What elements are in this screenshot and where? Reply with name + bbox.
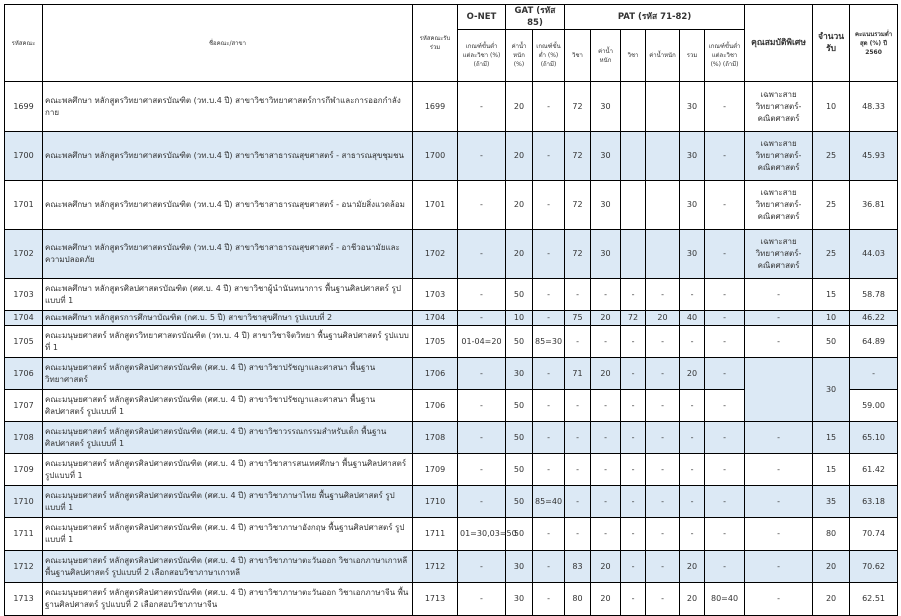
cell-special: - (745, 279, 813, 311)
header-pat-weight-1: ค่าน้ำหนัก (591, 30, 621, 82)
table-row (5, 551, 898, 583)
cell-min-score: 65.10 (850, 422, 898, 454)
cell-gat-min: - (533, 358, 565, 390)
cell-joint-code: 1704 (413, 311, 458, 326)
cell-name: คณะมนุษยศาสตร์ หลักสูตรวิทยาศาสตรบัณฑิต (วท.บ. 4 ปี) สาขาวิชาจิตวิทยา พื้นฐานศิลปศาสตร์ รูปแบบที่ 1 (43, 326, 413, 358)
cell-gat-weight: 20 (506, 230, 533, 279)
cell-pat-weight-2: - (646, 422, 680, 454)
cell-gat-min: - (533, 279, 565, 311)
cell-name: คณะมนุษยศาสตร์ หลักสูตรศิลปศาสตรบัณฑิต (ศศ.บ. 4 ปี) สาขาวิชาภาษาตะวันออก วิชาเอกภาษาจีน พื้นฐานศิลปศาสตร์ รูปแบบที่ 2 เลือกสอบวิชาภาษาจีน (43, 583, 413, 616)
cell-name: คณะมนุษยศาสตร์ หลักสูตรศิลปศาสตรบัณฑิต (ศศ.บ. 4 ปี) สาขาวิชาวรรณกรรมสำหรับเด็ก พื้นฐานศิลปศาสตร์ รูปแบบที่ 1 (43, 422, 413, 454)
cell-special: - (745, 454, 813, 486)
cell-code: 1702 (5, 230, 43, 279)
cell-code: 1709 (5, 454, 43, 486)
cell-pat-weight-2: - (646, 454, 680, 486)
cell-code: 1706 (5, 358, 43, 390)
cell-pat-subject-2: - (621, 326, 646, 358)
cell-pat-subject-2: - (621, 551, 646, 583)
cell-onet-min: - (458, 279, 506, 311)
cell-pat-weight-2 (646, 82, 680, 132)
cell-quota: 25 (813, 132, 850, 181)
cell-special: เฉพาะสายวิทยาศาสตร์-คณิตศาสตร์ (745, 230, 813, 279)
cell-min-score: 64.89 (850, 326, 898, 358)
header-onet: O-NET (458, 5, 506, 30)
cell-special: เฉพาะสายวิทยาศาสตร์-คณิตศาสตร์ (745, 181, 813, 230)
cell-onet-min: - (458, 311, 506, 326)
cell-joint-code: 1712 (413, 551, 458, 583)
header-pat: PAT (รหัส 71-82) (565, 5, 745, 30)
cell-name: คณะพลศึกษา หลักสูตรวิทยาศาสตรบัณฑิต (วท.บ.4 ปี) สาขาวิชาสาธารณสุขศาสตร์ - อาชีวอนามัยและความปลอดภัย (43, 230, 413, 279)
cell-gat-weight: 20 (506, 181, 533, 230)
cell-name: คณะพลศึกษา หลักสูตรวิทยาศาสตรบัณฑิต (วท.บ.4 ปี) สาขาวิชาสาธารณสุขศาสตร์ - อนามัยสิ่งแวดล้อม (43, 181, 413, 230)
cell-code: 1700 (5, 132, 43, 181)
cell-special: - (745, 518, 813, 551)
cell-quota: 15 (813, 454, 850, 486)
cell-pat-min: - (705, 230, 745, 279)
header-row-top (5, 5, 898, 30)
cell-pat-weight-1: 20 (591, 551, 621, 583)
cell-pat-weight-2: - (646, 486, 680, 518)
cell-quota: 20 (813, 583, 850, 616)
cell-onet-min: - (458, 390, 506, 422)
cell-pat-min: - (705, 486, 745, 518)
cell-pat-total: - (680, 279, 705, 311)
cell-pat-min: - (705, 422, 745, 454)
admission-table (4, 4, 898, 616)
cell-joint-code: 1700 (413, 132, 458, 181)
cell-pat-subject-1: - (565, 422, 591, 454)
cell-joint-code: 1708 (413, 422, 458, 454)
cell-pat-total: - (680, 518, 705, 551)
cell-name: คณะมนุษยศาสตร์ หลักสูตรศิลปศาสตรบัณฑิต (ศศ.บ. 4 ปี) สาขาวิชาปรัชญาและศาสนา พื้นฐานวิทยาศาสตร์ (43, 358, 413, 390)
cell-code: 1704 (5, 311, 43, 326)
cell-quota: 50 (813, 326, 850, 358)
table-row (5, 583, 898, 616)
cell-joint-code: 1703 (413, 279, 458, 311)
table-row (5, 422, 898, 454)
cell-name: คณะมนุษยศาสตร์ หลักสูตรศิลปศาสตรบัณฑิต (ศศ.บ. 4 ปี) สาขาวิชาสารสนเทศศึกษา พื้นฐานศิลปศาสตร์ รูปแบบที่ 1 (43, 454, 413, 486)
cell-pat-weight-2: - (646, 279, 680, 311)
cell-pat-total: 40 (680, 311, 705, 326)
cell-joint-code: 1709 (413, 454, 458, 486)
cell-gat-min: 85=40 (533, 486, 565, 518)
cell-pat-weight-1: 30 (591, 82, 621, 132)
cell-min-score: 44.03 (850, 230, 898, 279)
cell-quota: 30 (813, 358, 850, 422)
cell-quota: 20 (813, 551, 850, 583)
cell-pat-total: - (680, 390, 705, 422)
cell-pat-subject-1: 83 (565, 551, 591, 583)
cell-pat-weight-1: 30 (591, 230, 621, 279)
cell-pat-min: - (705, 82, 745, 132)
cell-onet-min: - (458, 230, 506, 279)
cell-pat-subject-1: 71 (565, 358, 591, 390)
cell-pat-subject-2: - (621, 358, 646, 390)
cell-gat-weight: 30 (506, 583, 533, 616)
cell-joint-code: 1713 (413, 583, 458, 616)
cell-pat-total: 30 (680, 181, 705, 230)
cell-code: 1701 (5, 181, 43, 230)
table-row (5, 326, 898, 358)
cell-gat-weight: 50 (506, 486, 533, 518)
cell-gat-min: - (533, 181, 565, 230)
cell-pat-total: - (680, 454, 705, 486)
cell-pat-subject-1: 75 (565, 311, 591, 326)
cell-pat-weight-1: - (591, 326, 621, 358)
cell-onet-min: - (458, 132, 506, 181)
cell-quota: 10 (813, 82, 850, 132)
cell-code: 1708 (5, 422, 43, 454)
cell-pat-weight-2 (646, 132, 680, 181)
cell-code: 1710 (5, 486, 43, 518)
cell-pat-subject-2 (621, 82, 646, 132)
table-row (5, 358, 898, 390)
cell-pat-weight-2: - (646, 358, 680, 390)
cell-pat-subject-2: - (621, 518, 646, 551)
cell-pat-subject-1: 72 (565, 181, 591, 230)
cell-gat-weight: 20 (506, 132, 533, 181)
cell-pat-subject-2: 72 (621, 311, 646, 326)
cell-gat-weight: 30 (506, 358, 533, 390)
cell-pat-subject-1: 72 (565, 230, 591, 279)
table-row (5, 454, 898, 486)
cell-quota: 15 (813, 279, 850, 311)
cell-gat-min: - (533, 583, 565, 616)
cell-pat-total: 20 (680, 358, 705, 390)
cell-pat-total: 30 (680, 82, 705, 132)
cell-pat-subject-1: - (565, 279, 591, 311)
cell-name: คณะมนุษยศาสตร์ หลักสูตรศิลปศาสตรบัณฑิต (ศศ.บ. 4 ปี) สาขาวิชาภาษาอังกฤษ พื้นฐานศิลปศาสตร์ รูปแบบที่ 1 (43, 518, 413, 551)
cell-min-score: 70.62 (850, 551, 898, 583)
cell-special: - (745, 311, 813, 326)
cell-quota: 35 (813, 486, 850, 518)
cell-special: - (745, 551, 813, 583)
cell-pat-subject-1: 72 (565, 132, 591, 181)
cell-min-score: 61.42 (850, 454, 898, 486)
cell-pat-min: - (705, 518, 745, 551)
cell-onet-min: - (458, 358, 506, 390)
cell-pat-subject-1: - (565, 518, 591, 551)
cell-pat-total: 30 (680, 132, 705, 181)
cell-min-score: 45.93 (850, 132, 898, 181)
cell-joint-code: 1711 (413, 518, 458, 551)
cell-pat-subject-2 (621, 230, 646, 279)
header-quota: จำนวนรับ (813, 5, 850, 82)
cell-pat-weight-1: 20 (591, 583, 621, 616)
cell-gat-min: - (533, 230, 565, 279)
cell-joint-code: 1699 (413, 82, 458, 132)
cell-pat-weight-1: - (591, 279, 621, 311)
cell-gat-min: - (533, 551, 565, 583)
header-onet-min: เกณฑ์ขั้นต่ำแต่ละวิชา (%) (ถ้ามี) (458, 30, 506, 82)
cell-gat-weight: 50 (506, 422, 533, 454)
cell-pat-weight-1: 20 (591, 311, 621, 326)
header-min-score: คะแนนรวมต่ำสุด (%) ปี 2560 (850, 5, 898, 82)
cell-pat-weight-1: - (591, 422, 621, 454)
cell-quota: 25 (813, 181, 850, 230)
cell-onet-min: - (458, 551, 506, 583)
cell-min-score: 63.18 (850, 486, 898, 518)
cell-onet-min: - (458, 181, 506, 230)
cell-onet-min: - (458, 486, 506, 518)
header-pat-subject-2: วิชา (621, 30, 646, 82)
cell-gat-weight: 50 (506, 326, 533, 358)
cell-quota: 10 (813, 311, 850, 326)
cell-name: คณะมนุษยศาสตร์ หลักสูตรศิลปศาสตรบัณฑิต (ศศ.บ. 4 ปี) สาขาวิชาปรัชญาและศาสนา พื้นฐานศิลปศาสตร์ รูปแบบที่ 1 (43, 390, 413, 422)
cell-pat-min: - (705, 358, 745, 390)
table-body (5, 82, 898, 616)
cell-min-score: 62.51 (850, 583, 898, 616)
cell-pat-total: 30 (680, 230, 705, 279)
cell-pat-weight-1: - (591, 390, 621, 422)
cell-joint-code: 1702 (413, 230, 458, 279)
cell-name: คณะมนุษยศาสตร์ หลักสูตรศิลปศาสตรบัณฑิต (ศศ.บ. 4 ปี) สาขาวิชาภาษาตะวันออก วิชาเอกภาษาเกาหลี พื้นฐานศิลปศาสตร์ รูปแบบที่ 2 เลือกสอบวิชาภาษาเกาหลี (43, 551, 413, 583)
cell-min-score: 70.74 (850, 518, 898, 551)
cell-pat-subject-2: - (621, 486, 646, 518)
cell-min-score: 48.33 (850, 82, 898, 132)
cell-joint-code: 1706 (413, 358, 458, 390)
cell-name: คณะพลศึกษา หลักสูตรการศึกษาบัณฑิต (กศ.บ. 5 ปี) สาขาวิชาสุขศึกษา รูปแบบที่ 2 (43, 311, 413, 326)
cell-pat-subject-1: - (565, 486, 591, 518)
cell-pat-weight-1: - (591, 454, 621, 486)
cell-pat-weight-2 (646, 181, 680, 230)
cell-quota: 25 (813, 230, 850, 279)
cell-pat-min: - (705, 551, 745, 583)
cell-min-score: 59.00 (850, 390, 898, 422)
cell-name: คณะพลศึกษา หลักสูตรวิทยาศาสตรบัณฑิต (วท.บ.4 ปี) สาขาวิชาสาธารณสุขศาสตร์ - สาธารณสุขชุมชน (43, 132, 413, 181)
cell-pat-subject-2: - (621, 583, 646, 616)
header-pat-min: เกณฑ์ขั้นต่ำแต่ละวิชา (%) (ถ้ามี) (705, 30, 745, 82)
cell-onet-min: 01=30,03=50 (458, 518, 506, 551)
cell-quota: 80 (813, 518, 850, 551)
cell-gat-min: - (533, 132, 565, 181)
cell-quota: 15 (813, 422, 850, 454)
cell-gat-weight: 10 (506, 311, 533, 326)
table-row (5, 486, 898, 518)
cell-name: คณะพลศึกษา หลักสูตรศิลปศาสตรบัณฑิต (ศศ.บ. 4 ปี) สาขาวิชาผู้นำนันทนาการ พื้นฐานศิลปศาสตร์ รูปแบบที่ 1 (43, 279, 413, 311)
table-row (5, 279, 898, 311)
cell-onet-min: - (458, 82, 506, 132)
cell-pat-min: - (705, 390, 745, 422)
cell-pat-min: - (705, 181, 745, 230)
cell-special: เฉพาะสายวิทยาศาสตร์-คณิตศาสตร์ (745, 132, 813, 181)
cell-code: 1711 (5, 518, 43, 551)
cell-pat-weight-2: - (646, 551, 680, 583)
cell-code: 1712 (5, 551, 43, 583)
cell-pat-min: - (705, 326, 745, 358)
cell-pat-weight-1: 30 (591, 181, 621, 230)
cell-min-score: 36.81 (850, 181, 898, 230)
cell-pat-weight-2: - (646, 518, 680, 551)
cell-pat-subject-2: - (621, 454, 646, 486)
cell-name: คณะมนุษยศาสตร์ หลักสูตรศิลปศาสตรบัณฑิต (ศศ.บ. 4 ปี) สาขาวิชาภาษาไทย พื้นฐานศิลปศาสตร์ รูปแบบที่ 1 (43, 486, 413, 518)
cell-pat-min: 80=40 (705, 583, 745, 616)
cell-pat-total: 20 (680, 583, 705, 616)
cell-pat-subject-2: - (621, 279, 646, 311)
cell-gat-min: - (533, 311, 565, 326)
cell-special: - (745, 422, 813, 454)
cell-pat-subject-1: - (565, 326, 591, 358)
header-gat-weight: ค่าน้ำหนัก (%) (506, 30, 533, 82)
cell-pat-total: - (680, 422, 705, 454)
header-code: รหัสคณะ (5, 5, 43, 82)
cell-joint-code: 1705 (413, 326, 458, 358)
cell-pat-total: - (680, 486, 705, 518)
cell-pat-subject-1: 72 (565, 82, 591, 132)
cell-onet-min: - (458, 454, 506, 486)
cell-pat-min: - (705, 311, 745, 326)
table-row (5, 82, 898, 132)
table-row (5, 311, 898, 326)
cell-gat-min: - (533, 390, 565, 422)
cell-code: 1705 (5, 326, 43, 358)
cell-special: - (745, 486, 813, 518)
cell-gat-weight: 50 (506, 390, 533, 422)
cell-pat-weight-2: 20 (646, 311, 680, 326)
header-pat-weight-2: ค่าน้ำหนัก (646, 30, 680, 82)
table-row (5, 518, 898, 551)
header-joint-code: รหัสคณะรับร่วม (413, 5, 458, 82)
cell-pat-weight-1: 20 (591, 358, 621, 390)
cell-pat-weight-2 (646, 230, 680, 279)
cell-pat-weight-2: - (646, 326, 680, 358)
cell-pat-subject-1: 80 (565, 583, 591, 616)
cell-gat-min: - (533, 82, 565, 132)
cell-gat-min: - (533, 454, 565, 486)
cell-pat-subject-2: - (621, 390, 646, 422)
cell-special: - (745, 326, 813, 358)
table-row (5, 181, 898, 230)
cell-pat-weight-1: - (591, 486, 621, 518)
cell-pat-subject-1: - (565, 390, 591, 422)
cell-gat-weight: 50 (506, 454, 533, 486)
header-special: คุณสมบัติพิเศษ (745, 5, 813, 82)
cell-code: 1707 (5, 390, 43, 422)
header-gat: GAT (รหัส 85) (506, 5, 565, 30)
cell-joint-code: 1710 (413, 486, 458, 518)
cell-pat-min: - (705, 132, 745, 181)
cell-pat-weight-2: - (646, 583, 680, 616)
cell-joint-code: 1706 (413, 390, 458, 422)
header-pat-total: รวม (680, 30, 705, 82)
cell-pat-total: - (680, 326, 705, 358)
cell-pat-weight-1: 30 (591, 132, 621, 181)
cell-pat-weight-1: - (591, 518, 621, 551)
cell-gat-weight: 30 (506, 551, 533, 583)
cell-pat-subject-2 (621, 132, 646, 181)
cell-min-score: 58.78 (850, 279, 898, 311)
cell-onet-min: - (458, 583, 506, 616)
table-row (5, 132, 898, 181)
cell-code: 1713 (5, 583, 43, 616)
cell-name: คณะพลศึกษา หลักสูตรวิทยาศาสตรบัณฑิต (วท.บ.4 ปี) สาขาวิชาวิทยาศาสตร์การกีฬาและการออกกำลังกาย (43, 82, 413, 132)
cell-gat-weight: 50 (506, 518, 533, 551)
cell-pat-total: 20 (680, 551, 705, 583)
cell-special (745, 358, 813, 422)
cell-joint-code: 1701 (413, 181, 458, 230)
cell-pat-min: - (705, 454, 745, 486)
cell-gat-min: - (533, 518, 565, 551)
cell-pat-subject-1: - (565, 454, 591, 486)
cell-pat-subject-2 (621, 181, 646, 230)
header-pat-subject-1: วิชา (565, 30, 591, 82)
cell-onet-min: 01-04=20 (458, 326, 506, 358)
cell-gat-min: 85=30 (533, 326, 565, 358)
cell-min-score: 46.22 (850, 311, 898, 326)
header-gat-min: เกณฑ์ขั้นต่ำ (%) (ถ้ามี) (533, 30, 565, 82)
cell-onet-min: - (458, 422, 506, 454)
cell-gat-min: - (533, 422, 565, 454)
cell-min-score: - (850, 358, 898, 390)
cell-pat-min: - (705, 279, 745, 311)
cell-pat-weight-2: - (646, 390, 680, 422)
table-row (5, 230, 898, 279)
cell-pat-subject-2: - (621, 422, 646, 454)
cell-code: 1699 (5, 82, 43, 132)
cell-special: เฉพาะสายวิทยาศาสตร์-คณิตศาสตร์ (745, 82, 813, 132)
header-name: ชื่อคณะ/สาขา (43, 5, 413, 82)
cell-special: - (745, 583, 813, 616)
cell-gat-weight: 50 (506, 279, 533, 311)
cell-code: 1703 (5, 279, 43, 311)
cell-gat-weight: 20 (506, 82, 533, 132)
